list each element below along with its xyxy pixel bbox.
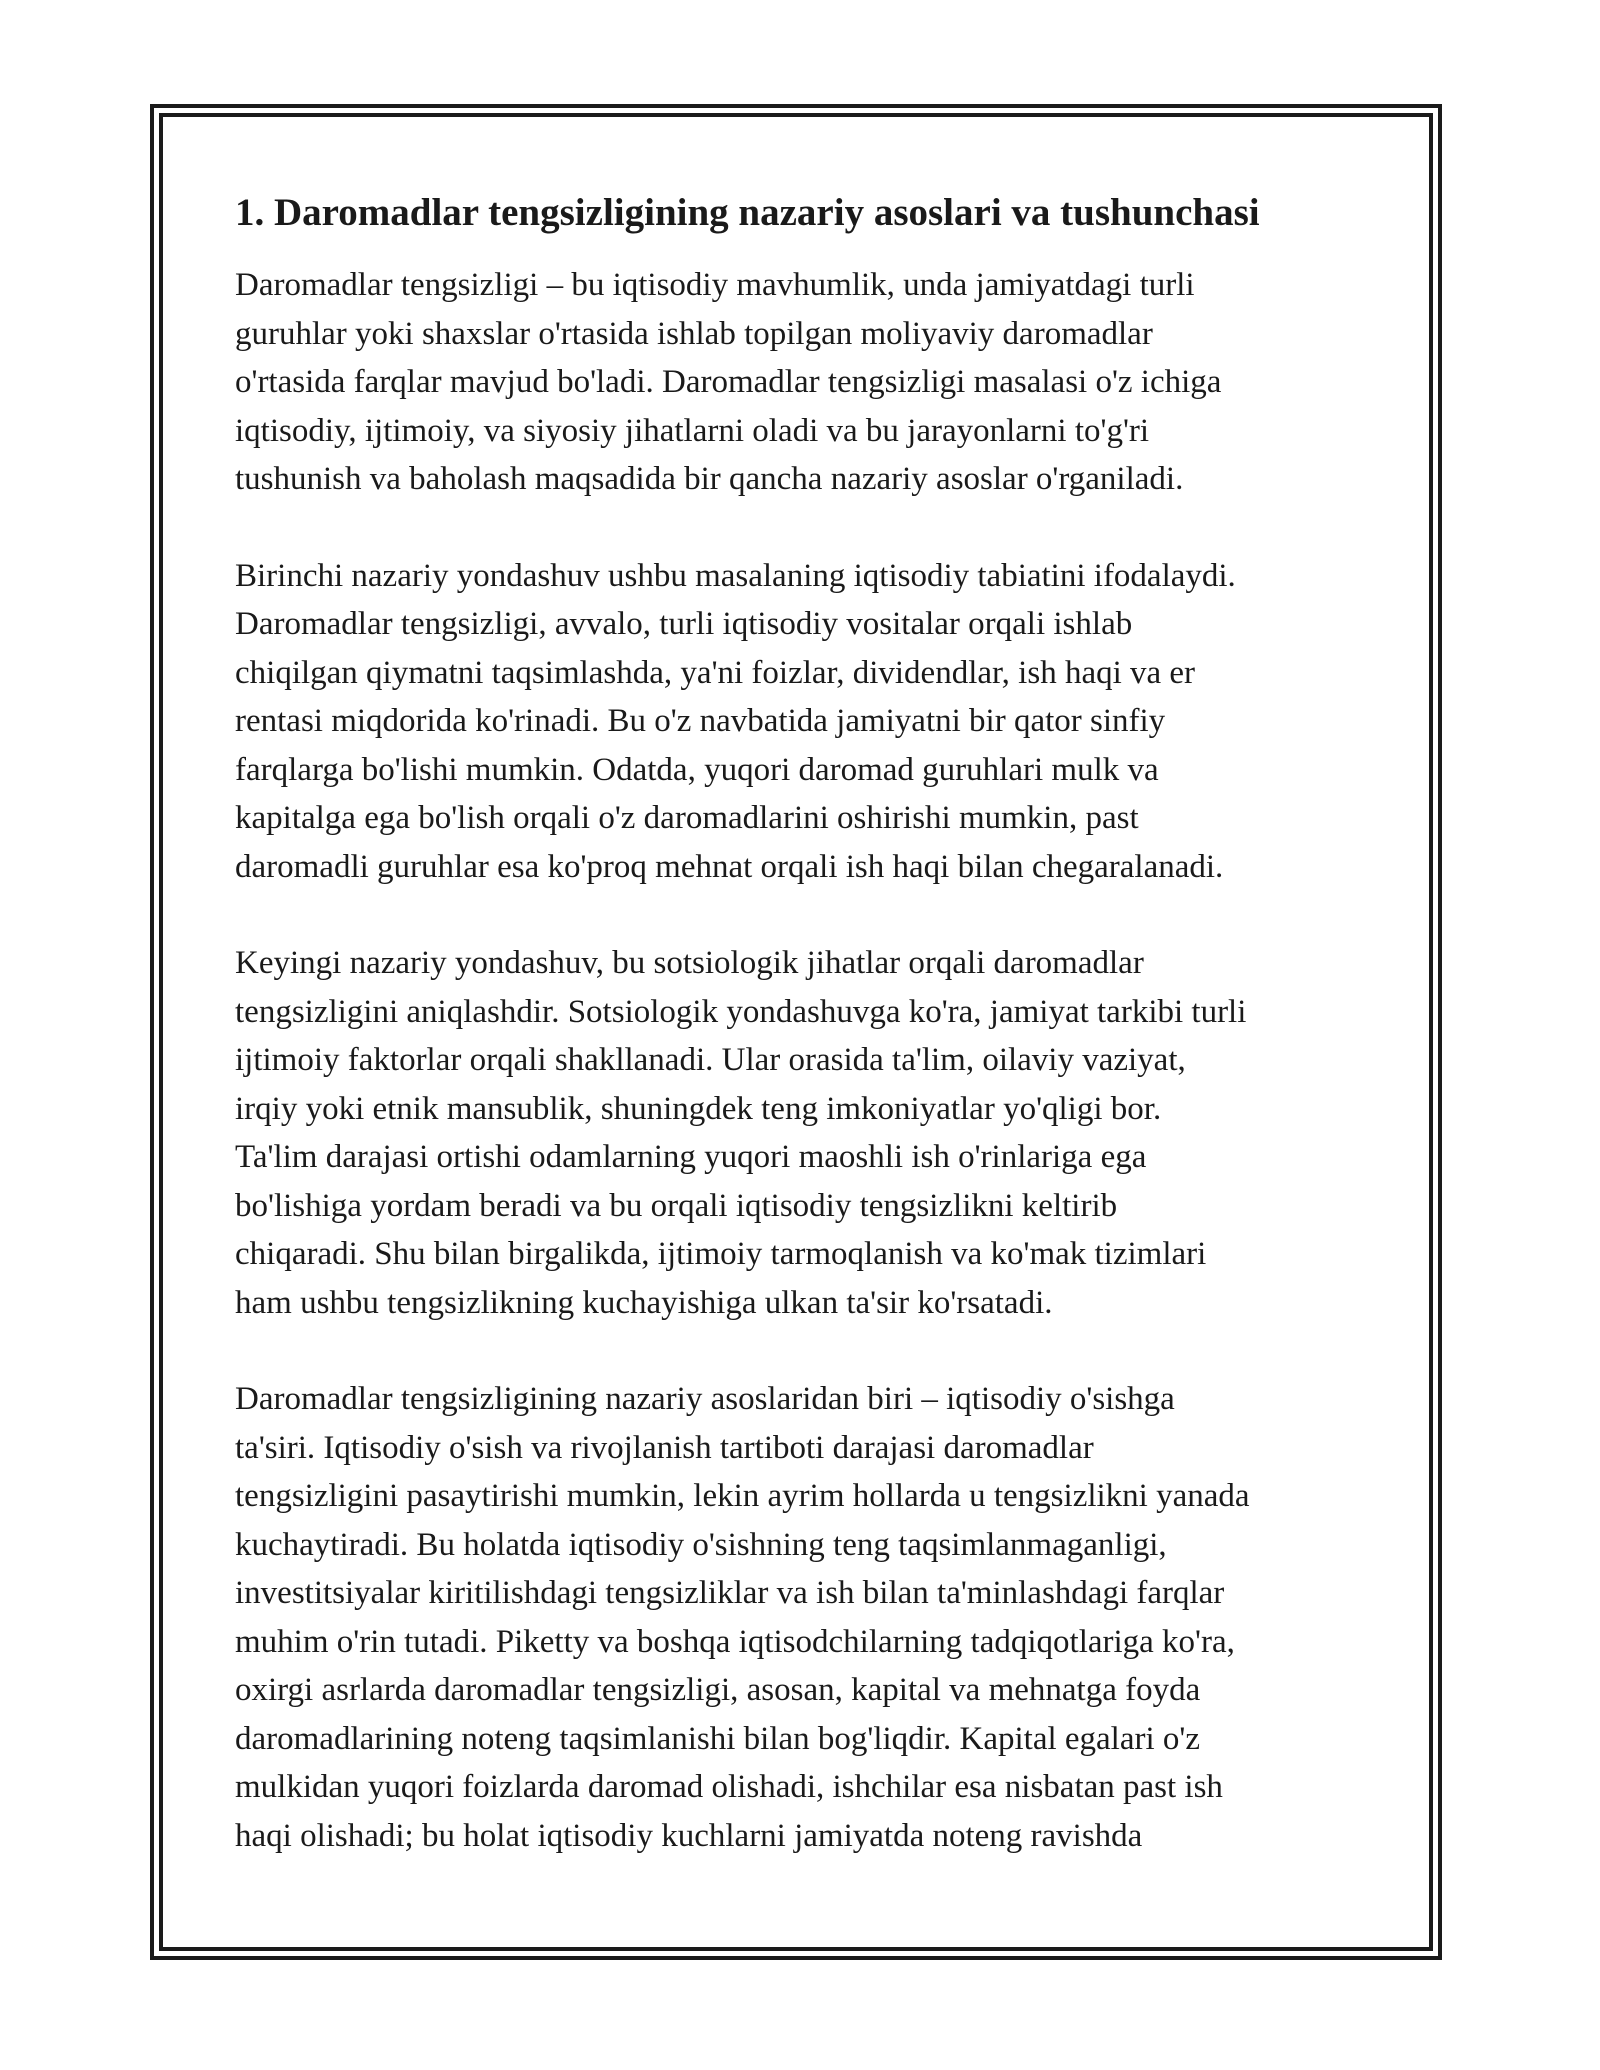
text-line: muhim o'rin tutadi. Piketty va boshqa iqtisodchilarning tadqiqotlariga ko'ra,	[235, 1623, 1235, 1660]
text-line: bo'lishiga yordam beradi va bu orqali iqtisodiy tengsizlikni keltirib	[235, 1187, 1118, 1224]
text-line: ta'siri. Iqtisodiy o'sish va rivojlanish tartiboti darajasi daromadlar	[235, 1429, 1094, 1466]
text-line: daromadli guruhlar esa ko'proq mehnat orqali ish haqi bilan chegaralanadi.	[235, 848, 1224, 885]
text-line: Keyingi nazariy yondashuv, bu sotsiologik jihatlar orqali daromadlar	[235, 945, 1144, 981]
paragraph-1	[235, 261, 1375, 504]
text-line: oxirgi asrlarda daromadlar tengsizligi, asosan, kapital va mehnatga foyda	[235, 1672, 1201, 1708]
text-line: o'rtasida farqlar mavjud bo'ladi. Daromadlar tengsizligi masalasi o'z ichiga	[235, 364, 1222, 400]
text-line: guruhlar yoki shaxslar o'rtasida ishlab topilgan moliyaviy daromadlar	[235, 315, 1153, 352]
text-line: rentasi miqdorida ko'rinadi. Bu o'z navbatida jamiyatni bir qator sinfiy	[235, 703, 1166, 739]
text-line: mulkidan yuqori foizlarda daromad olishadi, ishchilar esa nisbatan past ish	[235, 1769, 1223, 1805]
text-line: haqi olishadi; bu holat iqtisodiy kuchlarni jamiyatda noteng ravishda	[235, 1817, 1143, 1854]
text-line: irqiy yoki etnik mansublik, shuningdek teng imkoniyatlar yo'qligi bor.	[235, 1090, 1162, 1127]
paragraph-2	[235, 552, 1375, 892]
text-line: kuchaytiradi. Bu holatda iqtisodiy o'sishning teng taqsimlanmaganligi,	[235, 1526, 1167, 1563]
text-line: tengsizligini aniqlashdir. Sotsiologik yondashuvga ko'ra, jamiyat tarkibi turli	[235, 993, 1247, 1030]
text-line: chiqaradi. Shu bilan birgalikda, ijtimoiy tarmoqlanish va ko'mak tizimlari	[235, 1236, 1207, 1272]
text-line: farqlarga bo'lishi mumkin. Odatda, yuqori daromad guruhlari mulk va	[235, 751, 1159, 788]
text-line: Daromadlar tengsizligining nazariy asoslaridan biri – iqtisodiy o'sishga	[235, 1381, 1175, 1417]
text-line: daromadlarining noteng taqsimlanishi bilan bog'liqdir. Kapital egalari o'z	[235, 1720, 1200, 1757]
text-line: Daromadlar tengsizligi, avvalo, turli iqtisodiy vositalar orqali ishlab	[235, 606, 1133, 642]
text-line: ijtimoiy faktorlar orqali shakllanadi. Ular orasida ta'lim, oilaviy vaziyat,	[235, 1042, 1186, 1078]
text-line: Birinchi nazariy yondashuv ushbu masalaning iqtisodiy tabiatini ifodalaydi.	[235, 557, 1236, 594]
paragraph-3	[235, 939, 1375, 1327]
text-line: chiqilgan qiymatni taqsimlashda, ya'ni foizlar, dividendlar, ish haqi va er	[235, 654, 1196, 691]
text-line: Daromadlar tengsizligi – bu iqtisodiy mavhumlik, unda jamiyatdagi turli	[235, 267, 1195, 303]
paragraph-4	[235, 1375, 1375, 1860]
text-line: investitsiyalar kiritilishdagi tengsizliklar va ish bilan ta'minlashdagi farqlar	[235, 1575, 1225, 1611]
text-line: kapitalga ega bo'lish orqali o'z daromadlarini oshirishi mumkin, past	[235, 800, 1139, 836]
text-line: ham ushbu tengsizlikning kuchayishiga ulkan ta'sir ko'rsatadi.	[235, 1284, 1053, 1321]
text-line: tengsizligini pasaytirishi mumkin, lekin ayrim hollarda u tengsizlikni yanada	[235, 1478, 1250, 1514]
section-heading: 1. Daromadlar tengsizligining nazariy asoslari va tushunchasi	[235, 191, 1260, 234]
document-body	[235, 185, 1375, 1908]
text-line: Ta'lim darajasi ortishi odamlarning yuqori maoshli ish o'rinlariga ega	[235, 1139, 1147, 1175]
text-line: iqtisodiy, ijtimoiy, va siyosiy jihatlarni oladi va bu jarayonlarni to'g'ri	[235, 412, 1150, 449]
text-line: tushunish va baholash maqsadida bir qancha nazariy asoslar o'rganiladi.	[235, 461, 1184, 497]
